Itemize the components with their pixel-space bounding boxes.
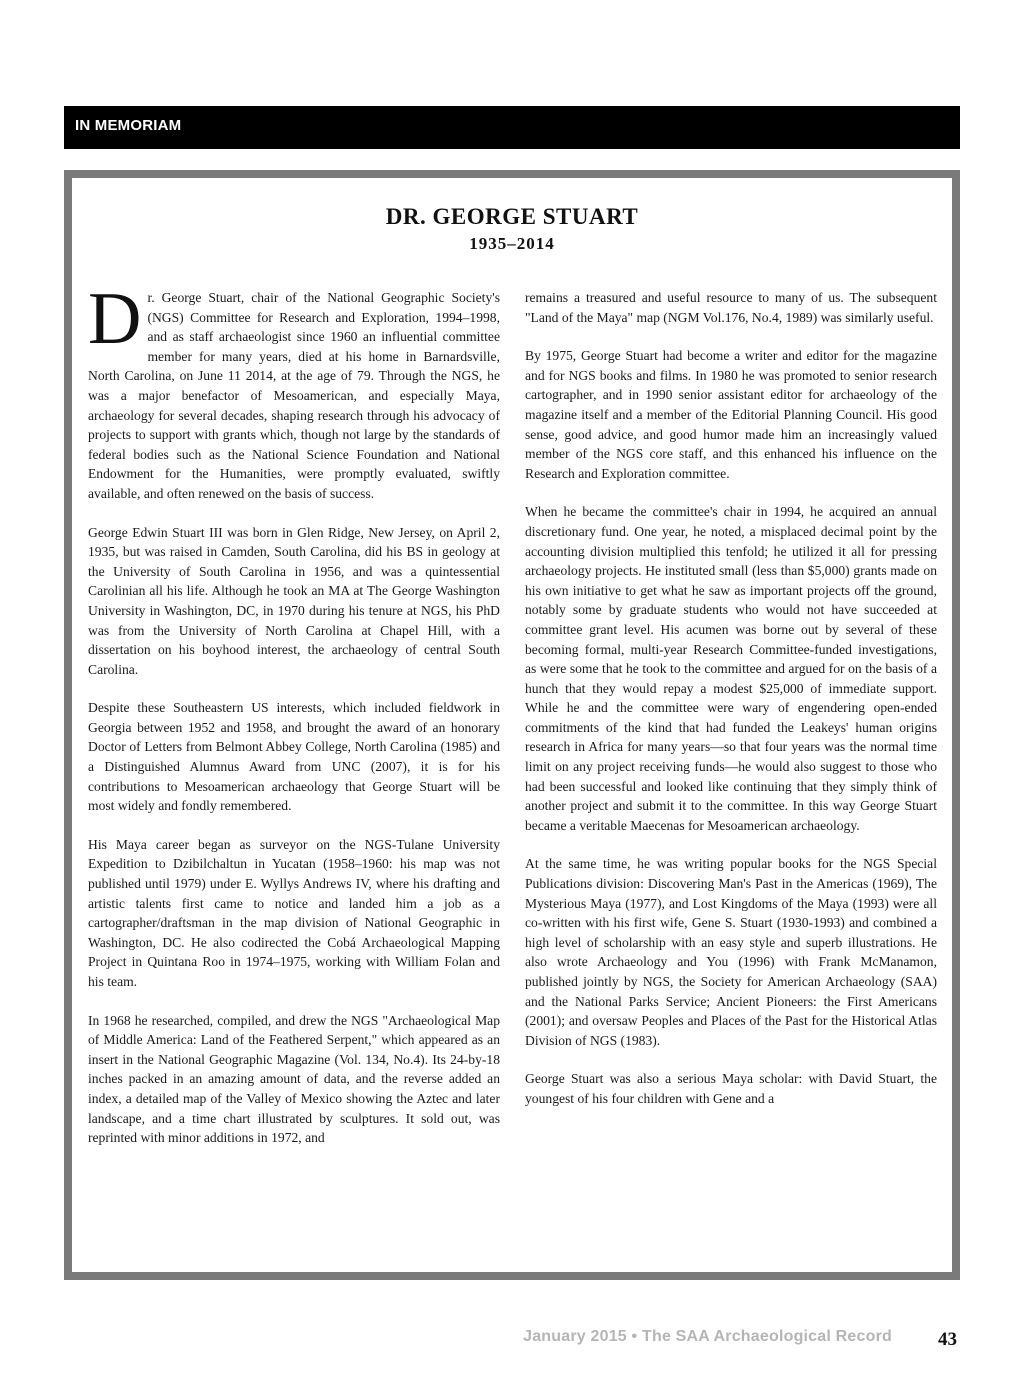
paragraph: When he became the committee's chair in 1994, he acquired an annual discretionary fund. One year, he noted, a misplaced decimal point by the accounting division multiplied this tenfold; he utilized it all for pressing archaeology projects. He instituted small (less than $5,000) grants made on his own initiative to get what he saw as important projects off the ground, notably some by graduate students who would not have succeeded at committee grant level. His acumen was borne out by several of these becoming formal, multi-year Research Committee-funded investigations, as were some that he took to the committee and argued for on the basis of a hunch that they would repay a modest $25,000 of immediate support. While he and the committee were wary of engendering open-ended commitments of the kind that had funded the Leakeys' human origins research in Africa for many years—so that four years was the normal time limit on any project receiving funds—he would also suggest to those who had been successful and looked like continuing that they simply think of another project and submit it to the committee. In this way George Stuart became a veritable Maecenas for Mesoamerican archaeology. <box>525 504 937 833</box>
paragraph: George Edwin Stuart III was born in Glen Ridge, New Jersey, on April 2, 1935, but was raised in Camden, South Carolina, did his BS in geology at the University of South Carolina in 1956, and was a quintessential Carolinian all his life. Although he took an MA at The George Washington University in Washington, DC, in 1970 during his tenure at NGS, his PhD was from the University of North Carolina at Chapel Hill, with a dissertation on his boyhood interest, the archaeology of central South Carolina. <box>88 524 500 677</box>
page-number: 43 <box>938 1329 957 1350</box>
paragraph-text: r. George Stuart, chair of the National Geographic Society's (NGS) Committee for Research and Exploration, 1994–1998, and as staff archaeologist since 1960 an influential committee member for many years, died at his home in Barnardsville, North Carolina, on June 11 2014, at the age of 79. Through the NGS, he was a major benefactor of Mesoamerican, and especially Maya, archaeology for several decades, shaping research through his advocacy of projects to support with grants which, though not large by the standards of federal bodies such as the National Science Foundation and National Endowment for the Humanities, were promptly evaluated, swiftly available, and often renewed on the basis of success. <box>88 290 500 501</box>
article-title: DR. GEORGE STUART <box>385 204 639 229</box>
section-label: IN MEMORIAM <box>75 117 182 134</box>
right-column <box>525 288 937 1128</box>
journal-footer: January 2015 • The SAA Archaeological Record <box>523 1328 892 1345</box>
paragraph: In 1968 he researched, compiled, and drew the NGS "Archaeological Map of Middle America: Land of the Feathered Serpent," which appeared as an insert in the National Geographic Magazine (Vol. 134, No.4). Its 24-by-18 inches packed in an amazing amount of data, and the reverse added an index, a detailed map of the Valley of Mexico showing the Aztec and later landscape, and a time chart illustrated by sculptures. It sold out, was reprinted with minor additions in 1972, and <box>88 1012 500 1146</box>
section-banner <box>64 106 960 149</box>
paragraph: George Stuart was also a serious Maya scholar: with David Stuart, the youngest of his four children with Gene and a <box>525 1071 937 1106</box>
drop-cap: D <box>88 278 142 360</box>
article-years: 1935–2014 <box>469 234 555 253</box>
paragraph: By 1975, George Stuart had become a writer and editor for the magazine and for NGS books and films. In 1980 he was promoted to senior research cartographer, and in 1990 senior assistant editor for archaeology of the magazine itself and a member of the Editorial Planning Council. His good sense, good advice, and good humor made him an increasingly valued member of the NGS core staff, and this enhanced his influence on the Research and Exploration committee. <box>525 348 937 481</box>
paragraph: Despite these Southeastern US interests, which included fieldwork in Georgia between 1952 and 1958, and brought the award of an honorary Doctor of Letters from Belmont Abbey College, North Carolina (1985) and a Distinguished Alumnus Award from UNC (2007), it is for his contributions to Mesoamerican archaeology that George Stuart will be most widely and fondly remembered. <box>88 700 500 814</box>
paragraph <box>88 278 500 504</box>
paragraph: At the same time, he was writing popular books for the NGS Special Publications division: Discovering Man's Past in the Americas (1969), The Mysterious Maya (1977), and Lost Kingdoms of the Maya (1993) were all co-written with his first wife, Gene S. Stuart (1930-1993) and combined a high level of scholarship with an easy style and superb illustrations. He also wrote Archaeology and You (1996) with Frank McManamon, published jointly by NGS, the Society for American Archaeology (SAA) and the National Parks Service; Ancient Pioneers: the First Americans (2001); and oversaw Peoples and Places of the Past for the Historical Atlas Division of NGS (1983). <box>525 856 937 1048</box>
paragraph: His Maya career began as surveyor on the NGS-Tulane University Expedition to Dzibilchaltun in Yucatan (1958–1960: his map was not published until 1979) under E. Wyllys Andrews IV, where his drafting and artistic talents first came to notice and landed him a job as a cartographer/draftsman in the map division of National Geographic in Washington, DC. He also codirected the Cobá Archaeological Mapping Project in Quintana Roo in 1974–1975, working with William Folan and his team. <box>88 836 500 989</box>
paragraph: remains a treasured and useful resource to many of us. The subsequent "Land of the Maya" map (NGM Vol.176, No.4, 1989) was similarly useful. <box>525 290 937 325</box>
left-column <box>88 278 500 1167</box>
